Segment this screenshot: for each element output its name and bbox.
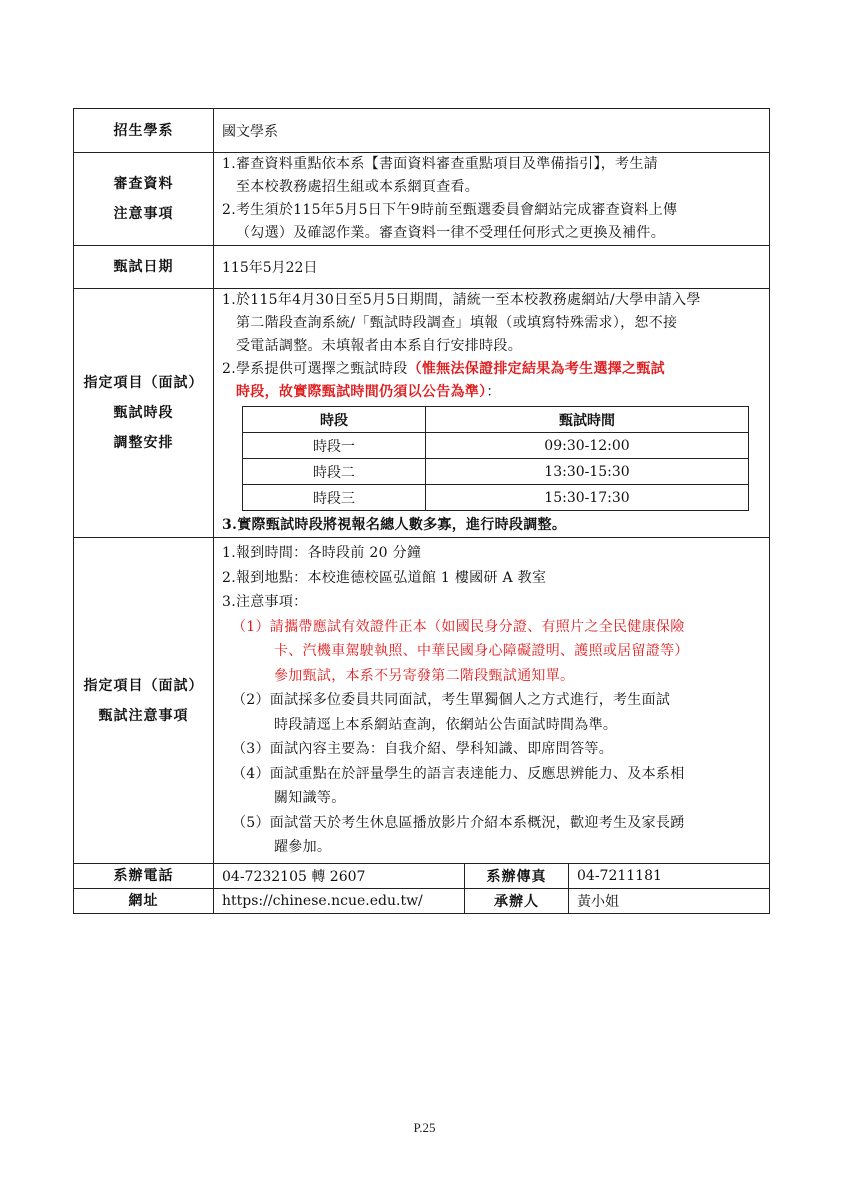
schedule-line: 受電話調整。未填報者由本系自行安排時段。 [236,338,522,354]
review-line: 2.考生須於115年5月5日下午9時前至甄選委員會網站完成審查資料上傳 [222,202,678,218]
note-item-4: （4）面試重點在於評量學生的語言表達能力、反應思辨能力、及本系相 [232,765,685,782]
note-item-2-cont: 時段請逕上本系網站查詢，依網站公告面試時間為準。 [274,716,618,733]
value-exam-date: 115年5月22日 [214,246,770,289]
schedule-warning: 時段，故實際甄試時間仍須以公告為準） [236,384,487,400]
admission-info-table [73,108,770,914]
schedule-item2 [222,358,761,381]
row-department [74,109,770,153]
label-line: 注意事項 [113,206,174,222]
slot-header: 時段 [243,407,426,433]
label-line: 調整安排 [113,435,174,451]
value-interview-notes [214,538,770,864]
label-review-notes [74,153,214,246]
label-phone: 系辦電話 [74,864,214,889]
label-interview-schedule [74,289,214,538]
time-slot-table [242,406,749,511]
note-item-5: （5）面試當天於考生休息區播放影片介紹本系概況，歡迎考生及家長踴 [232,814,685,831]
slot-row [243,459,749,485]
colon: ： [486,384,501,400]
label-exam-date: 甄試日期 [74,246,214,289]
label-line: 指定項目（面試） [83,375,204,391]
slot-time: 09:30-12:00 [426,433,749,459]
note-item-1: （1）請攜帶應試有效證件正本（如國民身分證、有照片之全民健康保險 [232,618,685,635]
row-exam-date [74,246,770,289]
row-phone-fax [74,864,770,889]
schedule-item2-cont [222,381,761,404]
label-department: 招生學系 [74,109,214,153]
label-url: 網址 [74,889,214,914]
slot-time: 15:30-17:30 [426,485,749,511]
label-fax: 系辦傳真 [465,864,569,889]
note-item-3: （3）面試內容主要為：自我介紹、學科知識、即席問答等。 [232,741,614,758]
value-department: 國文學系 [214,109,770,153]
note-item-5-cont: 躍參加。 [274,839,332,856]
row-interview-notes [74,538,770,864]
notes-line: 2.報到地點：本校進德校區弘道館 1 樓國研 A 教室 [222,569,547,586]
slot-header-row [243,407,749,433]
slot-time: 13:30-15:30 [426,459,749,485]
page-number: P.25 [413,1120,436,1135]
schedule-warning: （惟無法保證排定結果為考生選擇之甄試 [407,361,665,377]
value-review-notes [214,153,770,246]
schedule-item2-text: 2.學系提供可選擇之甄試時段 [222,361,408,377]
slot-name: 時段二 [243,459,426,485]
note-item-1-cont: 參加甄試，本系不另寄發第二階段甄試通知單。 [274,667,575,684]
notes-line: 3.注意事項： [222,594,308,611]
row-interview-schedule [74,289,770,538]
label-contact-person: 承辦人 [465,889,569,914]
schedule-item3: 3.實際甄試時段將視報名總人數多寡，進行時段調整。 [222,517,567,533]
value-phone: 04-7232105 轉 2607 [214,864,465,889]
value-contact-person: 黃小姐 [569,889,770,914]
schedule-line: 1.於115年4月30日至5月5日期間，請統一至本校教務處網站/大學申請入學 [222,292,701,308]
slot-name: 時段三 [243,485,426,511]
label-interview-notes [74,538,214,864]
review-line: 至本校教務處招生組或本系網頁查看。 [236,179,480,195]
slot-name: 時段一 [243,433,426,459]
notes-line: 1.報到時間：各時段前 20 分鐘 [222,545,422,562]
row-review-notes [74,153,770,246]
row-url-contact [74,889,770,914]
note-item-2: （2）面試採多位委員共同面試，考生單獨個人之方式進行，考生面試 [232,692,671,709]
slot-header: 甄試時間 [426,407,749,433]
value-interview-schedule [214,289,770,538]
note-item-1-cont: 卡、汽機車駕駛執照、中華民國身心障礙證明、護照或居留證等） [274,643,689,660]
label-line: 甄試時段 [113,405,174,421]
slot-row [243,485,749,511]
schedule-line: 第二階段查詢系統/「甄試時段調查」填報（或填寫特殊需求），恕不接 [236,315,678,331]
review-line: 1.審查資料重點依本系【書面資料審查重點項目及準備指引】，考生請 [222,156,658,172]
review-line: （勾選）及確認作業。審查資料一律不受理任何形式之更換及補件。 [236,225,665,241]
slot-row [243,433,749,459]
label-line: 審查資料 [113,176,174,192]
value-url[interactable]: https://chinese.ncue.edu.tw/ [214,889,465,914]
label-line: 指定項目（面試） [83,677,204,694]
value-fax: 04-7211181 [569,864,770,889]
label-line: 甄試注意事項 [98,707,189,724]
note-item-4-cont: 關知識等。 [274,790,346,807]
